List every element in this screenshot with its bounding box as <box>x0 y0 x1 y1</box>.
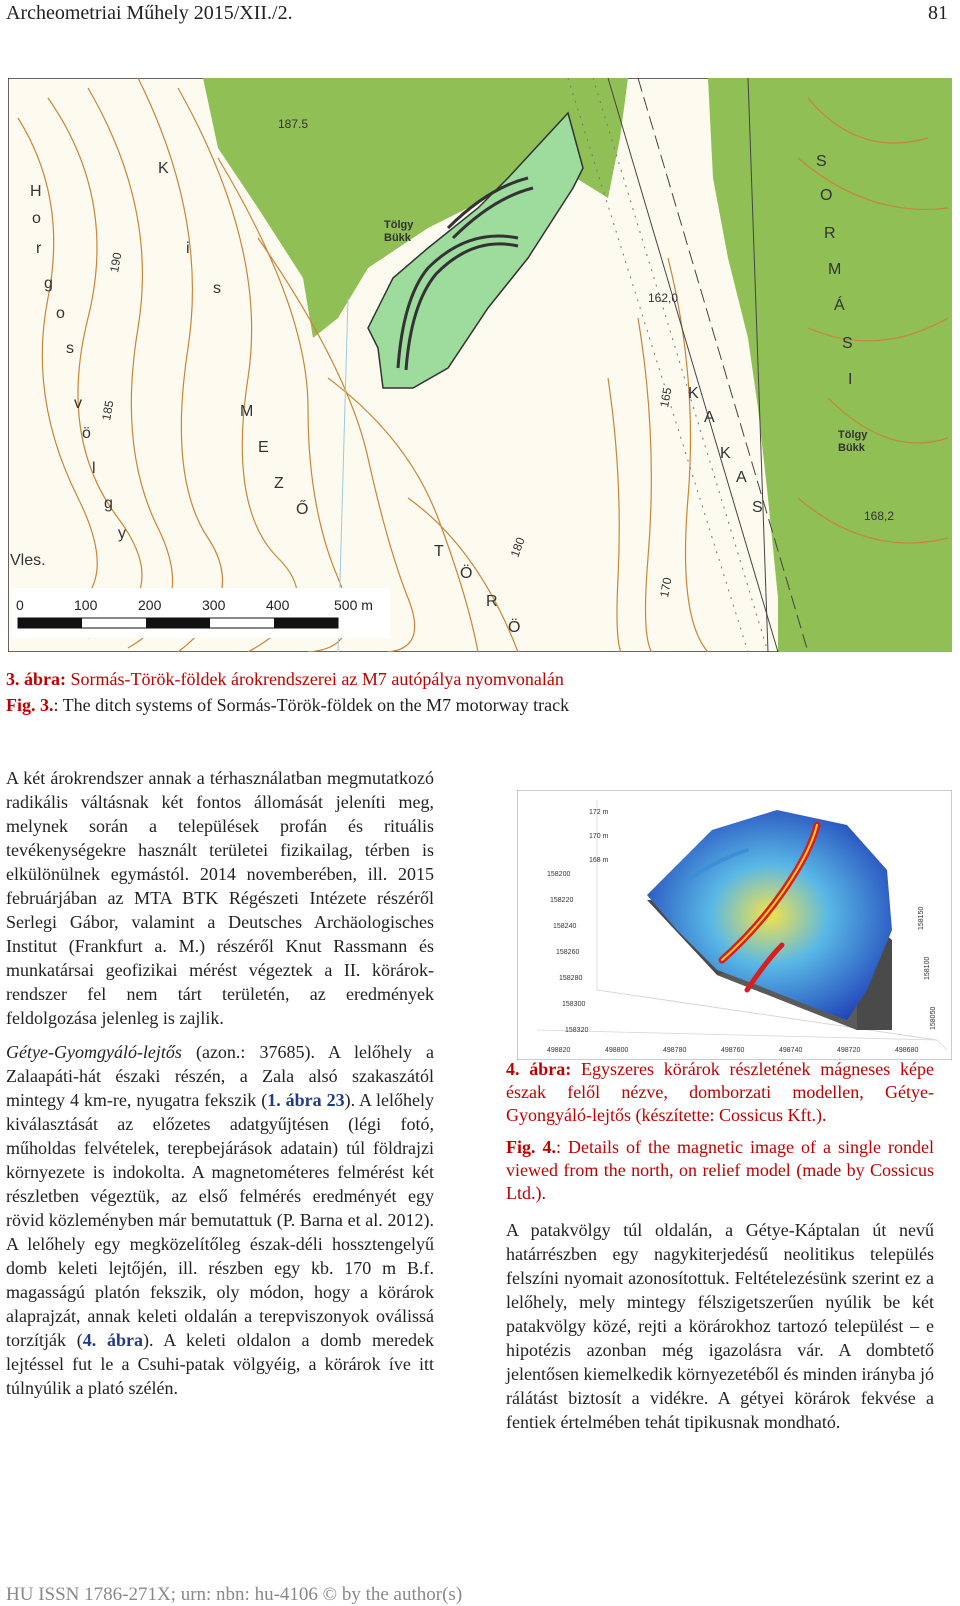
page-number: 81 <box>928 2 948 24</box>
left-paragraph-2 <box>6 1040 434 1400</box>
map-letter-mezo: Ő <box>296 501 309 518</box>
figure-4-caption-hu-text: Egyszeres körárok részletének mágneses képe észak felől nézve, domborzati modellen, Gétye-Gyongyáló-lejtős (készítette: Cossicus Kft.). <box>506 1059 934 1125</box>
map-letter-horgos: o <box>56 305 65 322</box>
site-name: Gétye-Gyomgyáló-lejtős <box>6 1042 182 1062</box>
map-letter-torok: Ö <box>508 619 521 636</box>
map-letter-sormas: I <box>848 371 853 388</box>
ref-figure-1[interactable]: 1. ábra 23 <box>267 1090 345 1110</box>
y-axis-label: 158240 <box>553 923 577 930</box>
contour-label-170: 170 <box>657 576 675 599</box>
figure-3-caption-hu-text: Sormás-Török-földek árokrendszerei az M7 autópálya nyomvonalán <box>66 669 564 689</box>
map-letter-kakas: S <box>752 499 763 516</box>
scale-label: 400 <box>266 597 290 613</box>
map-letter-sormas: O <box>820 187 833 204</box>
left-paragraph-2-b: ). A lelőhely kiválasztását az előzetes adatgyűjtésen (légi fotó, műholdas felvételek, terepbejárások adatain) túl földrajzi környezete is indokolta. A magnetométeres felmérést két részletben végeztük, az első felmérés eredményét egy rövid közleményben már bemutattuk (P. Barna et al. 2012). A lelőhely egy megközelítőleg észak-déli hossztengelyű domb keleti lejtőjén, ill. részben egy kb. 170 m B.f. magasságú platón fekszik, oly módon, hogy a körárok alaprajzát, annak keleti oldalán a terepviszonyok oválissá torzítják ( <box>6 1090 434 1350</box>
map-letter-kis: i <box>186 240 190 257</box>
figure-4-ref-en: Fig. 4. <box>506 1137 557 1157</box>
scale-label: 300 <box>202 597 226 613</box>
map-letter-horgos: l <box>92 460 96 477</box>
ref-figure-4[interactable]: 4. ábra <box>82 1330 143 1350</box>
right-axis-label: 158050 <box>930 1006 937 1030</box>
y-axis-label: 158260 <box>556 949 580 956</box>
map-letter-horgos: o <box>32 210 41 227</box>
height-label-1620: 162,0 <box>648 291 679 305</box>
scale-label: 200 <box>138 597 162 613</box>
map-label-vles: Vles. <box>10 552 46 569</box>
forest-label-top-line2: Bükk <box>384 232 411 244</box>
figure-3-caption-en-text: : The ditch systems of Sormás-Török-földek on the M7 motorway track <box>53 695 570 715</box>
map-letter-horgos: H <box>30 183 42 200</box>
scale-label: 0 <box>16 597 24 613</box>
contour-label-180: 180 <box>507 535 528 560</box>
map-letter-kakas: K <box>688 385 699 402</box>
map-letter-horgos: g <box>104 495 113 512</box>
x-axis-label: 498780 <box>663 1047 687 1054</box>
x-axis-label: 498800 <box>605 1047 629 1054</box>
map-letter-torok: R <box>486 593 498 610</box>
map-letter-kakas: K <box>720 445 731 462</box>
contour-label-190: 190 <box>107 251 125 274</box>
forest-label-right-line1: Tölgy <box>838 429 868 441</box>
figure-4-magnetic-image <box>517 790 952 1060</box>
x-axis-label: 498820 <box>547 1047 571 1054</box>
map-letter-horgos: r <box>36 240 42 257</box>
right-axis-label: 158150 <box>918 906 925 930</box>
x-axis-label: 498740 <box>779 1047 803 1054</box>
map-letter-kis: K <box>158 160 169 177</box>
left-paragraph-2-a: (azon.: 37685). A lelőhely a Zalaapáti-hát északi részén, a Zala alsó szakaszától mintegy 4 km-re, nyugatra fekszik ( <box>6 1042 434 1110</box>
map-letter-torok: T <box>434 543 444 560</box>
figure-4-caption-en-text: : Details of the magnetic image of a single rondel viewed from the north, on relief model (made by Cossicus Ltd.). <box>506 1137 934 1203</box>
scale-bar <box>12 588 390 638</box>
height-label-1682: 168,2 <box>864 509 895 523</box>
map-letter-sormas: Á <box>834 297 845 314</box>
map-letter-horgos: v <box>74 395 82 412</box>
y-axis-label: 158300 <box>562 1001 586 1008</box>
figure-3-ref-en: Fig. 3. <box>6 695 54 715</box>
z-axis-label: 172 m <box>589 809 609 816</box>
y-axis-label: 158320 <box>565 1027 589 1034</box>
left-paragraph-2-c: ). A keleti oldalon a domb meredek lejtéssel fut le a Csuhi-patak völgyéig, a körárok íve itt túlnyúlik a plató szélén. <box>6 1330 434 1398</box>
map-letter-sormas: S <box>842 335 853 352</box>
footer-issn: HU ISSN 1786-271X; urn: nbn: hu-4106 © by the author(s) <box>6 1584 463 1605</box>
scale-label: 500 m <box>334 597 373 613</box>
x-axis-label: 498720 <box>837 1047 861 1054</box>
y-axis-label: 158200 <box>547 871 571 878</box>
contour-label-185: 185 <box>99 399 117 422</box>
forest-label-top-line1: Tölgy <box>384 219 414 231</box>
map-letter-sormas: S <box>816 153 827 170</box>
z-axis-label: 170 m <box>589 833 609 840</box>
figure-3-caption-en <box>6 694 946 717</box>
map-letter-mezo: M <box>240 403 254 420</box>
z-axis-label: 168 m <box>589 857 609 864</box>
map-letter-torok: Ö <box>460 565 473 582</box>
figure-4-caption-hu <box>506 1058 934 1127</box>
map-letter-sormas: M <box>828 261 842 278</box>
contour-label-1875: 187.5 <box>278 117 309 131</box>
left-column <box>6 766 434 1410</box>
map-letter-kakas: A <box>704 409 715 426</box>
journal-title: Archeometriai Műhely 2015/XII./2. <box>6 2 293 24</box>
map-letter-horgos: ö <box>82 425 91 442</box>
figure-3-map <box>8 78 952 652</box>
figure-4-ref-hu: 4. ábra: <box>506 1059 572 1079</box>
y-axis-label: 158220 <box>550 897 574 904</box>
map-letter-kis: s <box>213 280 221 297</box>
figure-3-ref-hu: 3. ábra: <box>6 669 66 689</box>
map-letter-mezo: Z <box>274 475 284 492</box>
map-letter-horgos: s <box>66 340 74 357</box>
right-paragraph: A patakvölgy túl oldalán, a Gétye-Káptalan út nevű határrészben egy nagykiterjedésű neolitikus település felszíni nyomait azonosítottuk. Feltételezésünk szerint ez a lelőhely, mely mintegy félszigetszerűen nyúlik be két patakvölgy közé, rejti a körárokhoz tartozó települést – e hipotézis azonban még igazolásra vár. A dombtető jelentősen kiemelkedik környezetéből és minden irányba jó rálátást biztosít a vidékre. A gétyei körárok fekvése a fentiek értelmében tehát tipikusnak mondható. <box>506 1220 934 1432</box>
map-letter-mezo: E <box>258 439 269 456</box>
right-column <box>506 1218 934 1444</box>
forest-label-right-line2: Bükk <box>838 442 865 454</box>
figure-3-caption-hu <box>6 668 946 691</box>
map-letter-horgos: g <box>44 275 53 292</box>
figure-4-caption-en <box>506 1136 934 1205</box>
right-axis-label: 158100 <box>924 956 931 980</box>
map-letter-kakas: A <box>736 469 747 486</box>
x-axis-label: 498760 <box>721 1047 745 1054</box>
map-letter-sormas: R <box>824 225 836 242</box>
map-letter-horgos: y <box>118 525 126 542</box>
left-paragraph-1: A két árokrendszer annak a térhasználatban megmutatkozó radikális váltásnak két fontos állomását jeleníti meg, melynek során a települések profán és rituális tevékenységekre használt területei fizikailag, térben is elkülönülnek egymástól. 2014 novemberében, ill. 2015 februárjában az MTA BTK Régészeti Intézete részéről Serlegi Gábor, valamint a Deutsches Archäologisches Institut (Frankfurt a. M.) részéről Knut Rassmann és munkatársai geofizikai mérést végeztek a II. körárok-rendszer fel nem tárt területén, az eredmények feldolgozása jelenleg is zajlik. <box>6 768 434 1028</box>
scale-label: 100 <box>74 597 98 613</box>
contour-label-165: 165 <box>657 386 675 409</box>
y-axis-label: 158280 <box>559 975 583 982</box>
x-axis-label: 498680 <box>895 1047 919 1054</box>
